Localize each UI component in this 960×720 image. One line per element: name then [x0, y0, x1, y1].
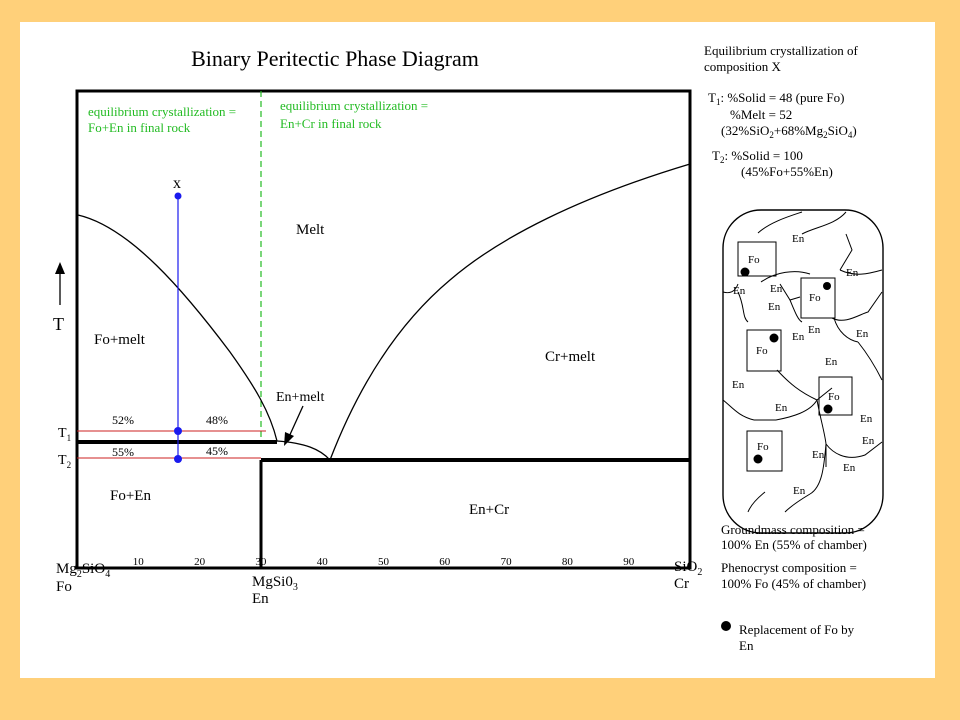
- cr-liquidus: [330, 164, 690, 460]
- field-cr-melt: Cr+melt: [545, 349, 596, 365]
- composition-x-start-point: [175, 193, 182, 200]
- t1-point: [174, 427, 182, 435]
- fo-label: Fo: [748, 254, 760, 266]
- x-tick-label: 50: [378, 556, 389, 568]
- en-label: En: [856, 328, 869, 340]
- x-right-name: Cr: [674, 576, 689, 592]
- phenocryst-line-1: Phenocryst composition =: [721, 560, 857, 575]
- t1-label: $T_1$: [58, 426, 72, 443]
- composition-x-label: x: [173, 175, 181, 192]
- x-tick-label: 40: [316, 556, 328, 568]
- en-label: En: [793, 485, 806, 497]
- t2-point: [174, 455, 182, 463]
- field-fo-melt: Fo+melt: [94, 332, 145, 348]
- field-en-melt: En+melt: [276, 390, 325, 405]
- en-label: En: [792, 331, 805, 343]
- en-label: En: [825, 356, 838, 368]
- fo-label: Fo: [757, 441, 769, 453]
- x-tick-label: 20: [194, 556, 206, 568]
- temperature-label: T: [53, 314, 64, 334]
- t2-left-percent: 55%: [112, 445, 134, 459]
- notes-t2-comp: (45%Fo+55%En): [741, 164, 833, 179]
- en-label: En: [862, 435, 875, 447]
- notes-header-2: composition X: [704, 59, 781, 74]
- x-tick-label: 10: [132, 556, 144, 568]
- plot-frame: [77, 91, 690, 568]
- t2-right-percent: 45%: [206, 444, 228, 458]
- fo-label: Fo: [828, 391, 840, 403]
- en-label: En: [846, 267, 859, 279]
- x-mid-name: En: [252, 591, 269, 607]
- en-label: En: [732, 379, 745, 391]
- groundmass-line-1: Groundmass composition =: [721, 522, 865, 537]
- en-label: En: [775, 402, 788, 414]
- fo-label: Fo: [809, 292, 821, 304]
- rock-texture-sketch: [723, 210, 883, 533]
- diagram-title: Binary Peritectic Phase Diagram: [191, 46, 479, 71]
- en-melt-arrow-head: [284, 432, 294, 446]
- legend-line-2: En: [739, 638, 754, 653]
- en-label: En: [860, 413, 873, 425]
- notes-t2: $T_2$: %Solid = 100: [712, 148, 803, 165]
- x-tick-label: 70: [500, 556, 512, 568]
- en-label: En: [812, 449, 825, 461]
- x-tick-label: 80: [561, 556, 573, 568]
- en-label: En: [792, 233, 805, 245]
- phase-diagram-figure: [20, 22, 935, 678]
- phenocryst-line-2: 100% Fo (45% of chamber): [721, 576, 867, 591]
- x-right-formula: SiO$_2$: [674, 559, 703, 578]
- slide: [20, 22, 935, 678]
- fo-label: Fo: [756, 345, 768, 357]
- t1-right-percent: 48%: [206, 413, 228, 427]
- field-melt: Melt: [296, 222, 325, 238]
- en-label: En: [843, 462, 856, 474]
- notes-header-1: Equilibrium crystallization of: [704, 43, 858, 58]
- zone-right-line-1: equilibrium crystallization =: [280, 98, 429, 113]
- notes-t1: $T_1$: %Solid = 48 (pure Fo): [708, 90, 845, 107]
- x-left-name: Fo: [56, 579, 72, 595]
- x-tick-label: 90: [623, 556, 635, 568]
- notes-melt-comp: $(32\%SiO_2+68\%Mg_2SiO_4)$: [721, 123, 857, 140]
- x-axis-ticks: [133, 556, 635, 568]
- x-mid-formula: $MgSi0_3$: [252, 574, 298, 593]
- field-fo-en: Fo+En: [110, 488, 151, 504]
- en-label: En: [770, 283, 783, 295]
- en-label: En: [733, 285, 746, 297]
- en-melt-arrow-line: [288, 406, 303, 439]
- groundmass-line-2: 100% En (55% of chamber): [721, 537, 867, 552]
- notes-melt: %Melt = 52: [730, 107, 793, 122]
- x-tick-label: 30: [255, 556, 267, 568]
- zone-left-line-2: Fo+En in final rock: [88, 120, 191, 135]
- zone-right-line-2: En+Cr in final rock: [280, 116, 382, 131]
- en-label: En: [808, 324, 821, 336]
- x-tick-label: 60: [439, 556, 451, 568]
- temperature-arrow-head: [55, 262, 65, 274]
- en-label: En: [768, 301, 781, 313]
- t1-left-percent: 52%: [112, 413, 134, 427]
- zone-left-line-1: equilibrium crystallization =: [88, 104, 237, 119]
- t2-label: $T_2$: [58, 453, 72, 470]
- legend-line-1: Replacement of Fo by: [739, 622, 855, 637]
- field-en-cr: En+Cr: [469, 502, 510, 518]
- x-left-formula: $Mg_2SiO_4$: [56, 561, 111, 580]
- replacement-legend-dot: [721, 621, 731, 631]
